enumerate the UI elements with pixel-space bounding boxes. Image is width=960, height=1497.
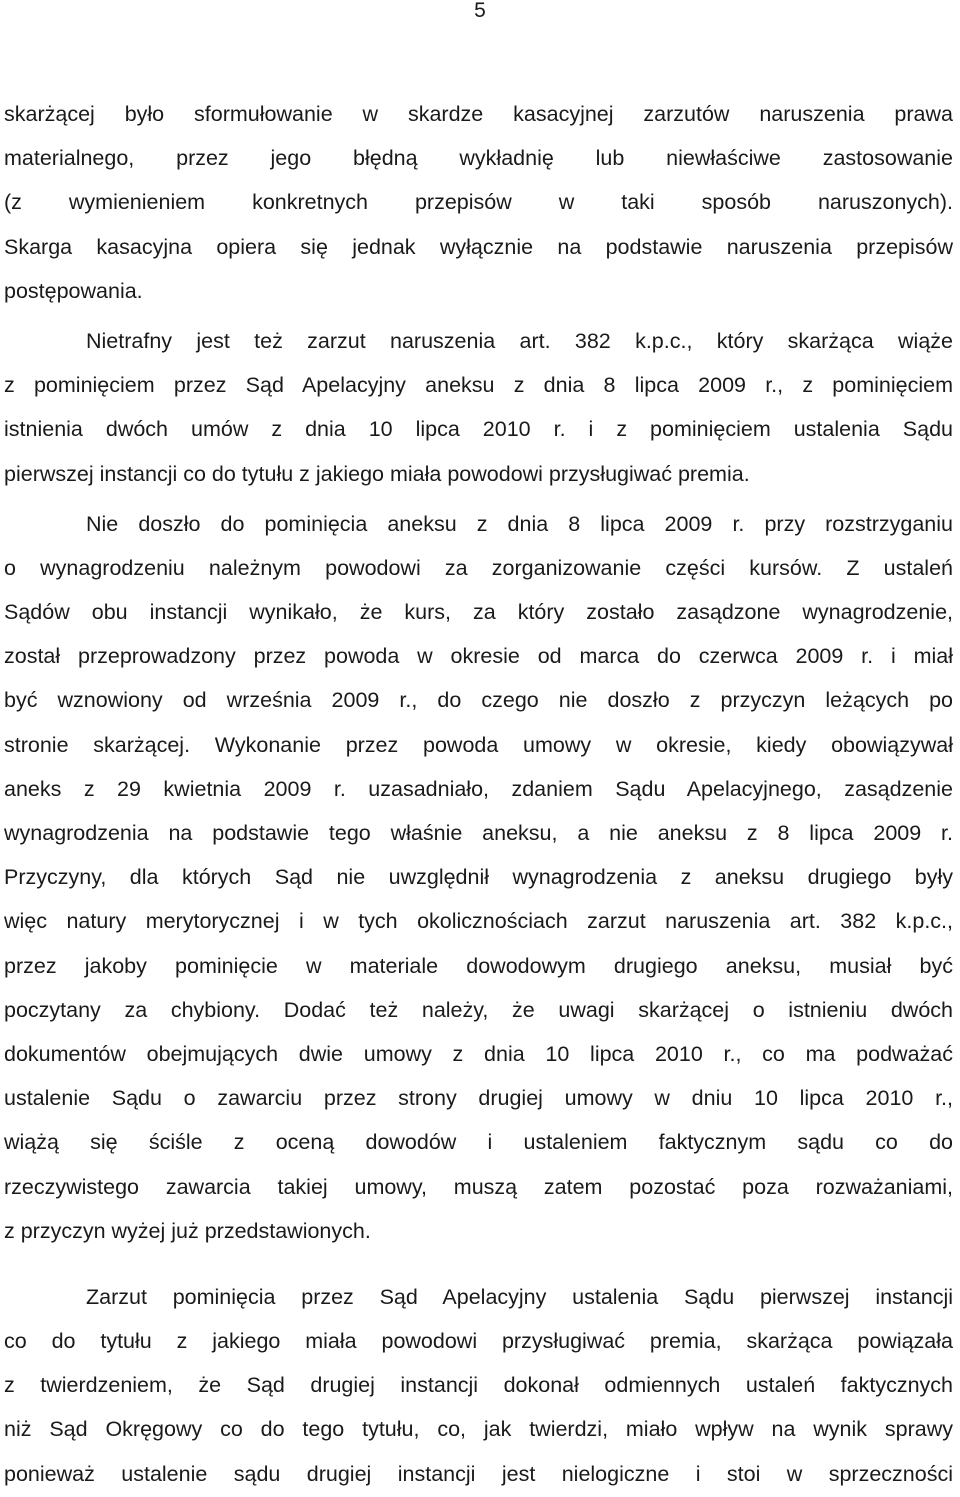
paragraph-4: [4, 1275, 953, 1496]
text-line: być wznowiony od września 2009 r., do czego nie doszło z przyczyn leżących po: [4, 688, 953, 713]
text-line: skarżącej było sformułowanie w skardze kasacyjnej zarzutów naruszenia prawa: [4, 102, 953, 126]
text-line: dokumentów obejmujących dwie umowy z dnia 10 lipca 2010 r., co ma podważać: [4, 1041, 953, 1066]
page-number: 5: [474, 0, 486, 22]
text-line: Nietrafny jest też zarzut naruszenia art. 382 k.p.c., który skarżąca wiąże: [86, 328, 953, 353]
text-line: istnienia dwóch umów z dnia 10 lipca 2010 r. i z pominięciem ustalenia Sądu: [4, 417, 953, 442]
text-line: przez jakoby pominięcie w materiale dowodowym drugiego aneksu, musiał być: [4, 953, 953, 978]
text-line: co do tytułu z jakiego miała powodowi przysługiwać premia, skarżąca powiązała: [4, 1329, 953, 1354]
document-body: [4, 92, 953, 1496]
text-line: Nie doszło do pominięcia aneksu z dnia 8 lipca 2009 r. przy rozstrzyganiu: [86, 511, 953, 536]
text-line: niż Sąd Okręgowy co do tego tytułu, co, jak twierdzi, miało wpływ na wynik sprawy: [4, 1417, 953, 1442]
text-line: poczytany za chybiony. Dodać też należy, że uwagi skarżącej o istnieniu dwóch: [4, 997, 953, 1022]
paragraph-1: [4, 92, 953, 313]
text-line: został przeprowadzony przez powoda w okresie od marca do czerwca 2009 r. i miał: [4, 644, 953, 669]
text-line: wiążą się ściśle z oceną dowodów i ustaleniem faktycznym sądu co do: [4, 1130, 953, 1155]
text-line: ustalenie Sądu o zawarciu przez strony drugiej umowy w dniu 10 lipca 2010 r.,: [4, 1086, 953, 1111]
text-line: Przyczyny, dla których Sąd nie uwzględnił wynagrodzenia z aneksu drugiego były: [4, 865, 953, 890]
text-line: aneks z 29 kwietnia 2009 r. uzasadniało, zdaniem Sądu Apelacyjnego, zasądzenie: [4, 776, 953, 801]
text-line: ponieważ ustalenie sądu drugiej instancji jest nielogiczne i stoi w sprzeczności: [4, 1461, 953, 1486]
text-line: więc natury merytorycznej i w tych okolicznościach zarzut naruszenia art. 382 k.p.c.,: [4, 909, 953, 934]
text-line: Sądów obu instancji wynikało, że kurs, za który zostało zasądzone wynagrodzenie,: [4, 600, 953, 625]
text-line: pierwszej instancji co do tytułu z jakiego miała powodowi przysługiwać premia.: [4, 461, 750, 486]
paragraph-3: [4, 502, 953, 1253]
text-line: Skarga kasacyjna opiera się jednak wyłącznie na podstawie naruszenia przepisów: [4, 234, 953, 259]
text-line: z przyczyn wyżej już przedstawionych.: [4, 1218, 371, 1243]
text-line: Zarzut pominięcia przez Sąd Apelacyjny ustalenia Sądu pierwszej instancji: [86, 1284, 953, 1309]
text-line: materialnego, przez jego błędną wykładnię lub niewłaściwe zastosowanie: [4, 146, 953, 171]
text-line: (z wymienieniem konkretnych przepisów w taki sposób naruszonych).: [4, 190, 953, 215]
text-line: wynagrodzenia na podstawie tego właśnie aneksu, a nie aneksu z 8 lipca 2009 r.: [4, 821, 953, 845]
text-line: stronie skarżącej. Wykonanie przez powoda umowy w okresie, kiedy obowiązywał: [4, 732, 953, 757]
text-line: z twierdzeniem, że Sąd drugiej instancji dokonał odmiennych ustaleń faktycznych: [4, 1373, 953, 1398]
text-line: o wynagrodzeniu należnym powodowi za zorganizowanie części kursów. Z ustaleń: [4, 555, 953, 580]
text-line: rzeczywistego zawarcia takiej umowy, muszą zatem pozostać poza rozważaniami,: [4, 1174, 953, 1199]
text-line: postępowania.: [4, 278, 143, 303]
text-line: z pominięciem przez Sąd Apelacyjny aneksu z dnia 8 lipca 2009 r., z pominięciem: [4, 373, 953, 398]
paragraph-2: [4, 319, 953, 496]
